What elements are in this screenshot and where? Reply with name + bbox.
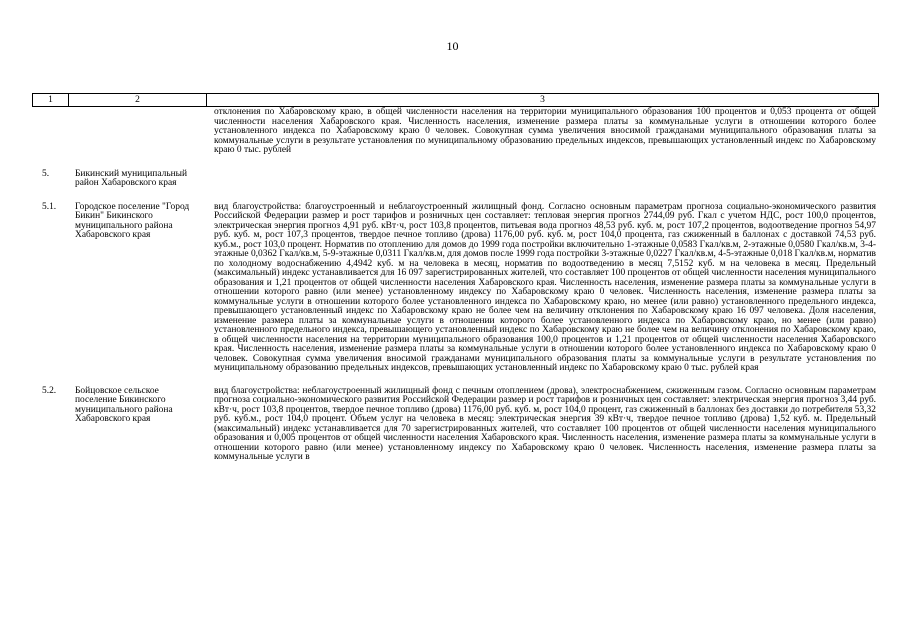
row-description: вид благоустройства: неблагоустроенный жилищный фонд с печным отоплением (дрова), электроснабжением, сжиженным газом. Согласно основным параметрам прогноза социально-экономического развития Российской Федерации размер и рост тарифов и розничных цен составляет: электрическая энергия прогноз 3,44 руб. кВт·ч, рост 103,8 процентов, твердое печное топливо (дрова) 1176,00 руб. куб. м, рост 104,0 процент, газ сжиженный в баллонах без доставки до потребителя 53,32 руб. куб.м., рост 104,0 процент. Объем услуг на человека в месяц: электрическая энергия 39 кВт·ч, твердое печное топливо (дрова) 1,52 куб. м. Предельный (максимальный) индекс устанавливается для 70 зарегистрированных жителей, что составляет 100 процентов от общей численности населения муниципального образования и 0,005 процентов от общей численности населения Хабаровского края. Численность населения, изменение размера платы за коммунальные услуги в отношении которого равно (или менее) установленному индексу по Хабаровскому краю 0 человек. Численность населения, изменение размера платы за коммунальные услуги в [214, 385, 876, 462]
table-row [32, 387, 878, 463]
table-row [32, 203, 878, 374]
table-body [32, 107, 878, 463]
page-number: 10 [446, 39, 459, 53]
row-number [32, 108, 68, 156]
table-header-col-1: 1 [33, 94, 69, 106]
table-header-col-3: 3 [207, 94, 879, 106]
row-number: 5. [42, 168, 50, 179]
table-row [32, 108, 878, 156]
row-description: вид благоустройства: благоустроенный и неблагоустроенный жилищный фонд. Согласно основным параметрам прогноза социально-экономического развития Российской Федерации размер и рост тарифов и розничных цен составляет: тепловая энергия прогноз 2744,09 руб. Гкал с учетом НДС, рост 100,0 процентов, электрическая энергия прогноз 4,91 руб. кВт·ч, рост 103,8 процентов, питьевая вода прогноз 48,53 руб. куб. м, рост 107,2 процентов, водоотведение прогноз 54,97 руб. куб. м, рост 107,3 процентов, твердое печное топливо (дрова) 1176,00 руб. куб. м, рост 104,0 процента, газ сжиженный в баллонах с доставкой 74,53 руб. куб.м., рост 103,0 процент. Норматив по отоплению для домов до 1999 года постройки включительно 1-этажные 0,0583 Гкал/кв.м, 2-этажные 0,0580 Гкал/кв.м, 3-4-этажные 0,0362 Гкал/кв.м, 5-9-этажные 0,0311 Гкал/кв.м, для домов после 1999 года постройки 3-этажные 0,0227 Гкал/кв.м, 4-5-этажные 0,018 Гкал/кв.м, норматив по холодному водоснабжению 4,4942 куб. м на человека в месяц, норматив по водоотведению в месяц 7,5152 куб. м на человека в месяц. Предельный (максимальный) индекс устанавливается для 16 097 зарегистрированных жителей, что составляет 100 процентов от общей численности населения муниципального образования и 1,21 процентов от общей численности населения Хабаровского края. Численность населения, изменение размера платы за коммунальные услуги в отношении которого равно (или менее) установленному индексу по Хабаровскому краю 0 человек. Численность населения, изменение размера платы за коммунальные услуги в отношении которого более установленного индекса по Хабаровскому краю, но менее (или равно) установленного предельного индекса, превышающего установленный индекс по Хабаровскому краю не более чем на величину отклонения по Хабаровскому краю 16 097 человека. Доля населения, изменение размера платы за коммунальные услуги в отношении которого более установленного индекса по Хабаровскому краю, но менее (или равно) установленного предельного индекса, превышающего установленный индекс по Хабаровскому краю не более чем на величину отклонения по Хабаровскому краю, в общей численности населения на территории муниципального образования 100,0 процентов и 1,21 процентов от общей численности населения Хабаровского края. Численность населения, изменение размера платы за коммунальные услуги в отношении которого более установленного индекса по Хабаровскому краю 0 человек. Совокупная сумма увеличения вносимой гражданами муниципального образования платы за коммунальные услуги в результате установления по муниципальному образованию предельных индексов, превышающих установленный индекс по Хабаровскому краю 0 тыс. рублей края [214, 201, 876, 373]
row-description: отклонения по Хабаровскому краю, в общей численности населения на территории муниципального образования 100 процентов и 0,053 процента от общей численности населения Хабаровского края. Численность населения, изменение размера платы за коммунальные услуги в отношении которого более установленного индекса по Хабаровскому краю 0 человек. Совокупная сумма увеличения вносимой гражданами муниципального образования платы за коммунальные услуги в результате установления по муниципальному образованию предельных индексов, превышающих установленный индекс по Хабаровскому краю 0 тыс. рублей [214, 107, 876, 155]
row-municipality [68, 108, 206, 156]
row-municipality: Бойцовское сельское поселение Бикинского муниципального района Хабаровского края [75, 385, 173, 424]
row-description [206, 170, 878, 189]
row-number: 5.1. [42, 201, 57, 212]
table-header-col-2: 2 [69, 94, 207, 106]
row-number: 5.2. [42, 385, 57, 396]
table-row [32, 170, 878, 189]
row-municipality: Бикинский муниципальный район Хабаровского края [75, 168, 188, 188]
table-header [32, 93, 879, 107]
row-municipality: Городское поселение "Город Бикин" Бикинского муниципального района Хабаровского края [75, 201, 190, 240]
